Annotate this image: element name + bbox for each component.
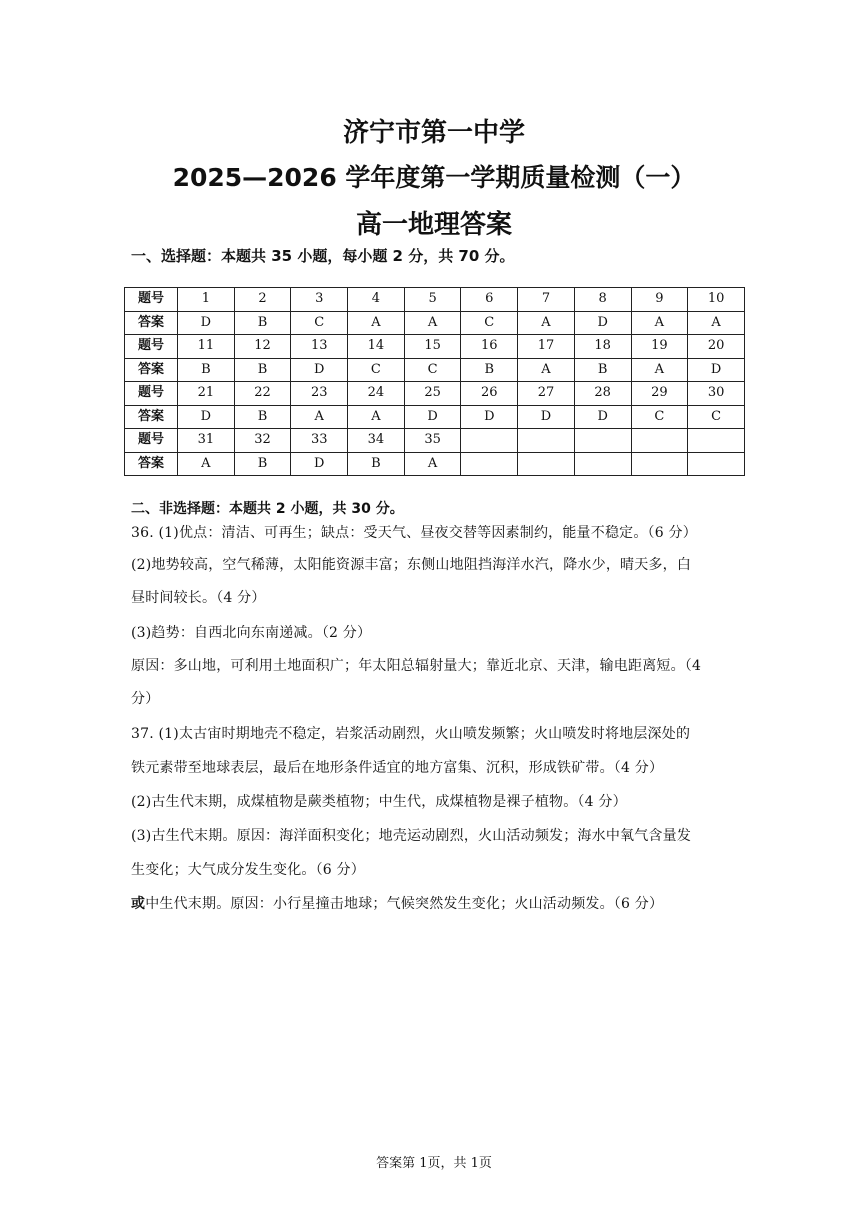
- question-number-cell: 8: [574, 288, 631, 312]
- question-number-cell: 13: [291, 335, 348, 359]
- answer-cell: C: [688, 405, 745, 429]
- answer-cell: B: [234, 405, 291, 429]
- answer-line: 铁元素带至地球表层，最后在地形条件适宜的地方富集、沉积，形成铁矿带。（4 分）: [131, 760, 664, 776]
- answer-cell: A: [178, 452, 235, 476]
- question-number-cell: 22: [234, 382, 291, 406]
- row-label-answer: 答案: [125, 358, 178, 382]
- answer-cell: C: [404, 358, 461, 382]
- answer-cell: A: [348, 405, 405, 429]
- question-number-cell: 34: [348, 429, 405, 453]
- question-number-cell: 35: [404, 429, 461, 453]
- answer-cell: C: [461, 311, 518, 335]
- answer-line: 生变化；大气成分发生变化。（6 分）: [131, 862, 365, 878]
- question-number-cell: [518, 429, 575, 453]
- alternative-marker: 或: [131, 896, 146, 912]
- row-label-question: 题号: [125, 288, 178, 312]
- answer-cell: A: [518, 358, 575, 382]
- answer-line: 昼时间较长。（4 分）: [131, 590, 266, 606]
- answer-cell: D: [518, 405, 575, 429]
- question-number-cell: 10: [688, 288, 745, 312]
- question-number-cell: 9: [631, 288, 688, 312]
- answer-cell: B: [234, 358, 291, 382]
- question-number-cell: 21: [178, 382, 235, 406]
- answer-cell: A: [291, 405, 348, 429]
- answer-cell: B: [234, 311, 291, 335]
- page-footer: 答案第 1页，共 1页: [376, 1156, 492, 1171]
- row-label-question: 题号: [125, 382, 178, 406]
- row-label-answer: 答案: [125, 311, 178, 335]
- question-number-row: [125, 429, 745, 453]
- question-number-cell: 19: [631, 335, 688, 359]
- answer-cell: A: [404, 311, 461, 335]
- question-number-cell: [574, 429, 631, 453]
- question-number-row: [125, 335, 745, 359]
- question-number-cell: 12: [234, 335, 291, 359]
- question-number-cell: 6: [461, 288, 518, 312]
- answer-line: (3)趋势：自西北向东南递减。（2 分）: [131, 625, 372, 641]
- answer-cell: D: [291, 452, 348, 476]
- answer-line: 原因：多山地，可利用土地面积广；年太阳总辐射量大；靠近北京、天津，输电距离短。（4: [131, 658, 702, 674]
- question-number-cell: 33: [291, 429, 348, 453]
- question-number-cell: [461, 429, 518, 453]
- answer-cell: A: [688, 311, 745, 335]
- row-label-question: 题号: [125, 335, 178, 359]
- question-number-cell: 11: [178, 335, 235, 359]
- answer-cell: B: [178, 358, 235, 382]
- answer-line: 37. (1)太古宙时期地壳不稳定，岩浆活动剧烈，火山喷发频繁；火山喷发时将地层深处的: [131, 726, 691, 742]
- answer-cell: D: [178, 311, 235, 335]
- answer-table: [124, 287, 745, 476]
- answer-cell: A: [348, 311, 405, 335]
- answer-cell: D: [404, 405, 461, 429]
- answer-cell: D: [178, 405, 235, 429]
- answer-row: [125, 311, 745, 335]
- answer-row: [125, 452, 745, 476]
- question-number-cell: 4: [348, 288, 405, 312]
- answer-cell: D: [461, 405, 518, 429]
- answer-cell: B: [348, 452, 405, 476]
- answer-cell: D: [688, 358, 745, 382]
- question-number-cell: 23: [291, 382, 348, 406]
- question-number-cell: 2: [234, 288, 291, 312]
- question-number-cell: 14: [348, 335, 405, 359]
- question-number-cell: [688, 429, 745, 453]
- section1-heading: 一、选择题：本题共 35 小题，每小题 2 分，共 70 分。: [131, 247, 515, 265]
- row-label-question: 题号: [125, 429, 178, 453]
- section2-heading: 二、非选择题：本题共 2 小题，共 30 分。: [131, 501, 404, 517]
- question-number-cell: 18: [574, 335, 631, 359]
- answer-cell: [461, 452, 518, 476]
- question-number-cell: 20: [688, 335, 745, 359]
- answer-cell: [574, 452, 631, 476]
- answer-cell: C: [348, 358, 405, 382]
- row-label-answer: 答案: [125, 405, 178, 429]
- question-number-cell: 7: [518, 288, 575, 312]
- answer-line: (3)古生代末期。原因：海洋面积变化；地壳运动剧烈，火山活动频发；海水中氧气含量发: [131, 828, 692, 844]
- exam-title: 2025—2026 学年度第一学期质量检测（一）: [172, 163, 696, 192]
- answer-cell: A: [404, 452, 461, 476]
- row-label-answer: 答案: [125, 452, 178, 476]
- question-number-cell: 15: [404, 335, 461, 359]
- question-number-cell: 29: [631, 382, 688, 406]
- question-number-cell: 26: [461, 382, 518, 406]
- answer-cell: D: [291, 358, 348, 382]
- question-number-cell: 27: [518, 382, 575, 406]
- answer-cell: B: [234, 452, 291, 476]
- subject-title: 高一地理答案: [355, 210, 512, 240]
- answer-cell: [518, 452, 575, 476]
- answer-row: [125, 358, 745, 382]
- answer-line: 或中生代末期。原因：小行星撞击地球；气候突然发生变化；火山活动频发。（6 分）: [131, 896, 664, 912]
- answer-cell: [631, 452, 688, 476]
- answer-line: 分）: [131, 691, 160, 707]
- question-number-cell: 24: [348, 382, 405, 406]
- question-number-cell: 17: [518, 335, 575, 359]
- question-number-cell: 3: [291, 288, 348, 312]
- question-number-cell: 25: [404, 382, 461, 406]
- question-number-row: [125, 288, 745, 312]
- question-number-cell: [631, 429, 688, 453]
- answer-cell: D: [574, 405, 631, 429]
- question-number-cell: 31: [178, 429, 235, 453]
- answer-cell: B: [574, 358, 631, 382]
- answer-line: 36. (1)优点：清洁、可再生；缺点：受天气、昼夜交替等因素制约，能量不稳定。（6 分）: [131, 525, 697, 541]
- question-number-cell: 16: [461, 335, 518, 359]
- answer-row: [125, 405, 745, 429]
- question-number-row: [125, 382, 745, 406]
- answer-cell: A: [631, 358, 688, 382]
- question-number-cell: 5: [404, 288, 461, 312]
- answer-line: (2)地势较高，空气稀薄，太阳能资源丰富；东侧山地阻挡海洋水汽，降水少，晴天多，白: [131, 557, 692, 573]
- question-number-cell: 30: [688, 382, 745, 406]
- answer-cell: B: [461, 358, 518, 382]
- question-number-cell: 1: [178, 288, 235, 312]
- answer-cell: A: [631, 311, 688, 335]
- question-number-cell: 28: [574, 382, 631, 406]
- answer-line: (2)古生代末期，成煤植物是蕨类植物；中生代，成煤植物是裸子植物。（4 分）: [131, 794, 627, 810]
- answer-cell: A: [518, 311, 575, 335]
- answer-cell: C: [631, 405, 688, 429]
- question-number-cell: 32: [234, 429, 291, 453]
- answer-cell: C: [291, 311, 348, 335]
- answer-cell: D: [574, 311, 631, 335]
- answer-cell: [688, 452, 745, 476]
- school-name: 济宁市第一中学: [342, 118, 525, 148]
